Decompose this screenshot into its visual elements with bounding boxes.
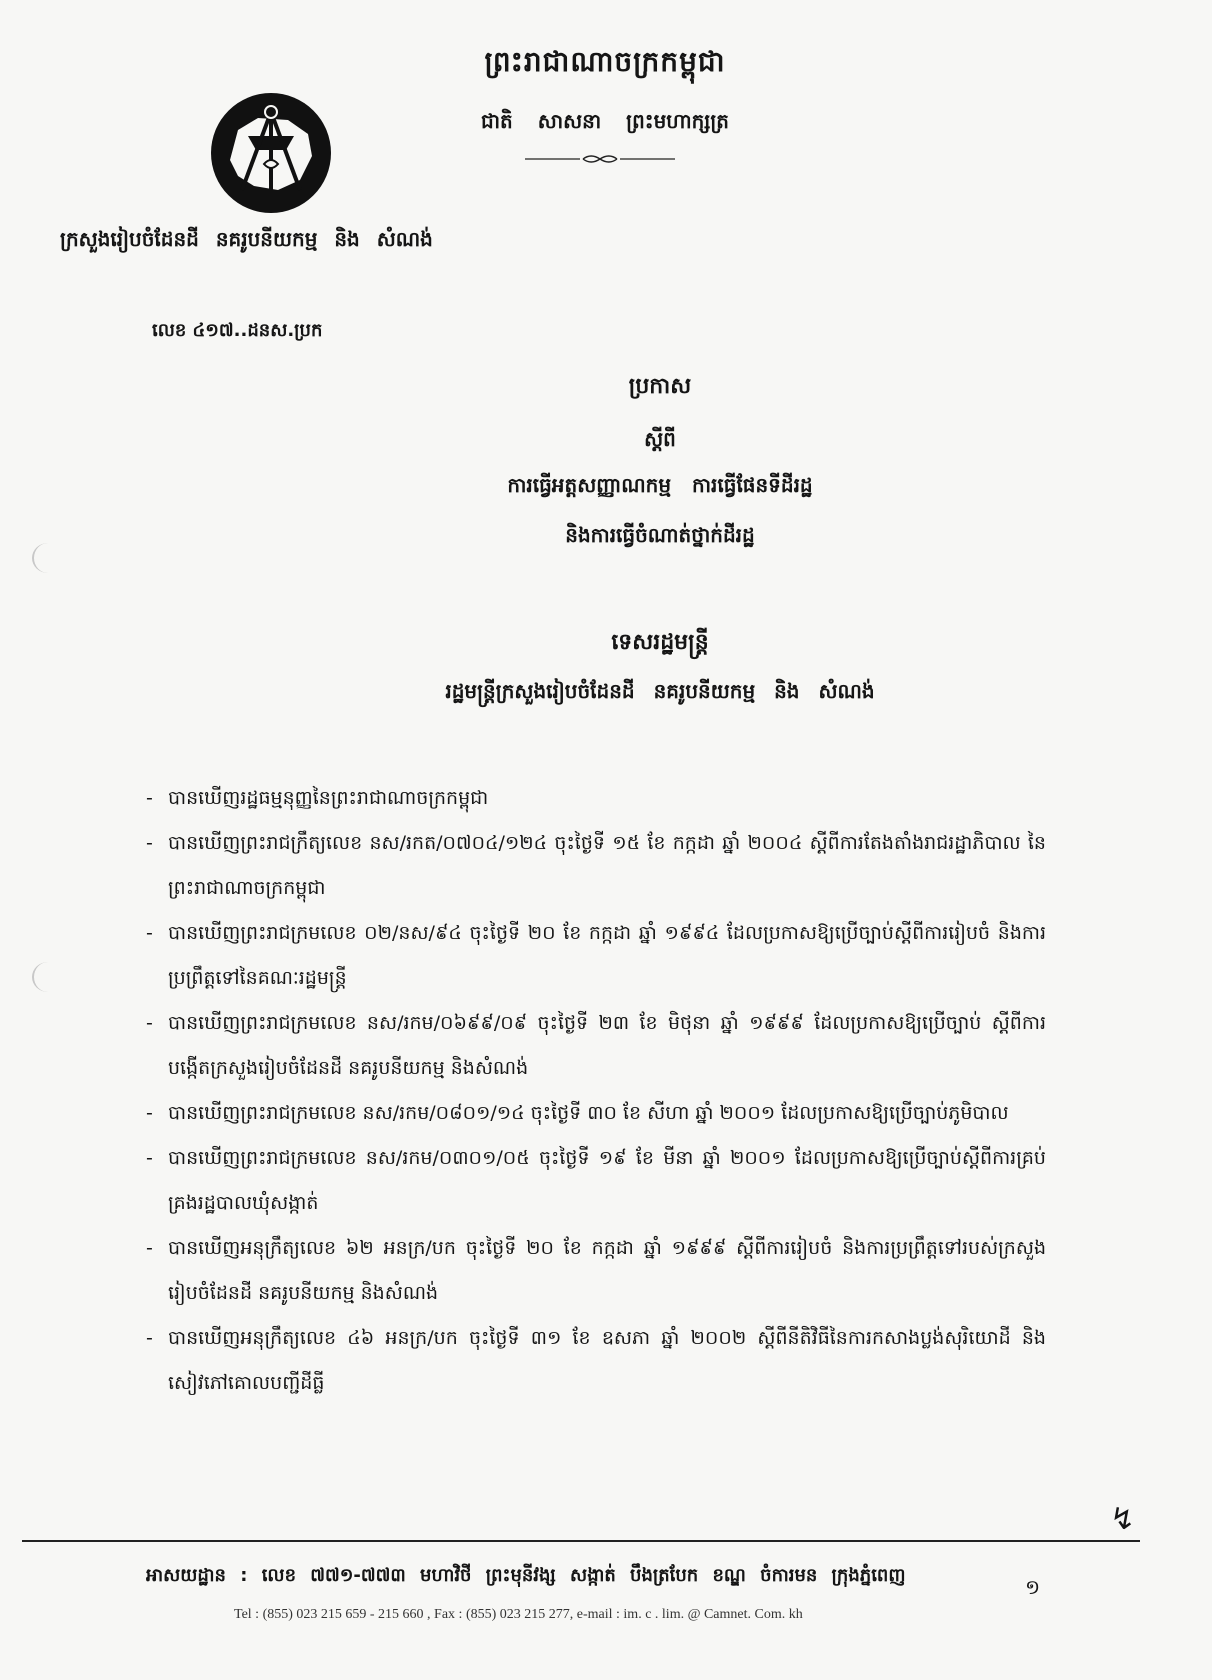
kingdom-heading: ព្រះរាជាណាចក្រកម្ពុជា bbox=[484, 45, 726, 78]
consideration-item: - បានឃើញព្រះរាជក្រមលេខ នស/រកម/០៦៩៩/០៩ ចុះថ្ងៃទី ២៣ ខែ មិថុនា ឆ្នាំ ១៩៩៩ ដែលប្រកាសឱ្យប្រើច្បាប់ ស្ដីពីការបង្កើតក្រសួងរៀបចំដែនដី នគរូបនីយកម្ម និងសំណង់ bbox=[146, 1012, 1046, 1079]
consideration-item: - បានឃើញព្រះរាជក្រឹត្យលេខ នស/រកត/០៧០៤/១២៤ ចុះថ្ងៃទី ១៥ ខែ កក្កដា ឆ្នាំ ២០០៤ ស្ដីពីការតែងតាំងរាជរដ្ឋាភិបាល នៃព្រះរាជាណាចក្រកម្ពុជា bbox=[146, 832, 1046, 899]
footer-address: អាសយដ្ឋាន : លេខ ៧៧១-៧៧៣ មហាវិថី ព្រះមុនីវង្ស សង្កាត់ បឹងត្របែក ខណ្ឌ ចំការមន ក្រុងភ្នំពេញ bbox=[146, 1565, 906, 1586]
subject-line-2: និងការធ្វើចំណាត់ថ្នាក់ដីរដ្ឋ bbox=[565, 523, 755, 547]
footer-contact: Tel : (855) 023 215 659 - 215 660 , Fax : (855) 023 215 277, e-mail : im. c . lim. @ Camnet. Com. kh bbox=[234, 1607, 803, 1622]
page-number: ១ bbox=[1025, 1575, 1041, 1599]
issuer-position: រដ្ឋមន្ត្រីក្រសួងរៀបចំដែនដី នគរូបនីយកម្ម និង សំណង់ bbox=[445, 679, 875, 703]
issuer-title: ទេសរដ្ឋមន្ត្រី bbox=[611, 630, 709, 655]
ministry-logo bbox=[208, 90, 334, 216]
handwritten-mark: ↯ bbox=[1110, 1502, 1136, 1537]
consideration-item: - បានឃើញរដ្ឋធម្មនុញ្ញនៃព្រះរាជាណាចក្រកម្ពុជា bbox=[146, 787, 489, 809]
consideration-item: - បានឃើញអនុក្រឹត្យលេខ ៦២ អនក្រ/បក ចុះថ្ងៃទី ២០ ខែ កក្កដា ឆ្នាំ ១៩៩៩ ស្ដីពីការរៀបចំ និងការប្រព្រឹត្តទៅរបស់ក្រសួងរៀបចំដែនដី នគរូបនីយកម្ម និងសំណង់ bbox=[146, 1237, 1046, 1304]
consideration-item: - បានឃើញអនុក្រឹត្យលេខ ៤៦ អនក្រ/បក ចុះថ្ងៃទី ៣១ ខែ ឧសភា ឆ្នាំ ២០០២ ស្ដីពីនីតិវិធីនៃការកសាងប្លង់សុរិយោដី និងសៀវភៅគោលបញ្ជីដីធ្លី bbox=[146, 1327, 1046, 1394]
footer-divider bbox=[22, 1540, 1140, 1542]
reference-number: លេខ ៤១៧..ដនស.ប្រក bbox=[152, 320, 323, 341]
punch-hole-mark bbox=[32, 962, 64, 992]
subject-line-1: ការធ្វើអត្តសញ្ញាណកម្ម ការធ្វើផែនទីដីរដ្ឋ bbox=[507, 473, 813, 497]
national-motto: ជាតិ សាសនា ព្រះមហាក្សត្រ bbox=[481, 109, 729, 133]
consideration-item: - បានឃើញព្រះរាជក្រមលេខ នស/រកម/០៣០១/០៥ ចុះថ្ងៃទី ១៩ ខែ មីនា ឆ្នាំ ២០០១ ដែលប្រកាសឱ្យប្រើច្បាប់ស្ដីពីការគ្រប់គ្រងរដ្ឋបាលឃុំសង្កាត់ bbox=[146, 1147, 1046, 1214]
about-label: ស្ដីពី bbox=[644, 427, 676, 451]
ornament-divider bbox=[525, 153, 675, 165]
consideration-item: - បានឃើញព្រះរាជក្រមលេខ ០២/នស/៩៤ ចុះថ្ងៃទី ២០ ខែ កក្កដា ឆ្នាំ ១៩៩៤ ដែលប្រកាសឱ្យប្រើច្បាប់ស្ដីពីការរៀបចំ និងការប្រព្រឹត្តទៅនៃគណៈរដ្ឋមន្ត្រី bbox=[146, 922, 1046, 989]
considerations-list bbox=[146, 776, 1046, 1406]
ministry-name: ក្រសួងរៀបចំដែនដី នគរូបនីយកម្ម និង សំណង់ bbox=[60, 227, 433, 251]
punch-hole-mark bbox=[32, 543, 64, 573]
consideration-item: - បានឃើញព្រះរាជក្រមលេខ នស/រកម/០៨០១/១៤ ចុះថ្ងៃទី ៣០ ខែ សីហា ឆ្នាំ ២០០១ ដែលប្រកាសឱ្យប្រើច្បាប់ភូមិបាល bbox=[146, 1102, 1009, 1124]
document-type-title: ប្រកាស bbox=[628, 374, 692, 399]
